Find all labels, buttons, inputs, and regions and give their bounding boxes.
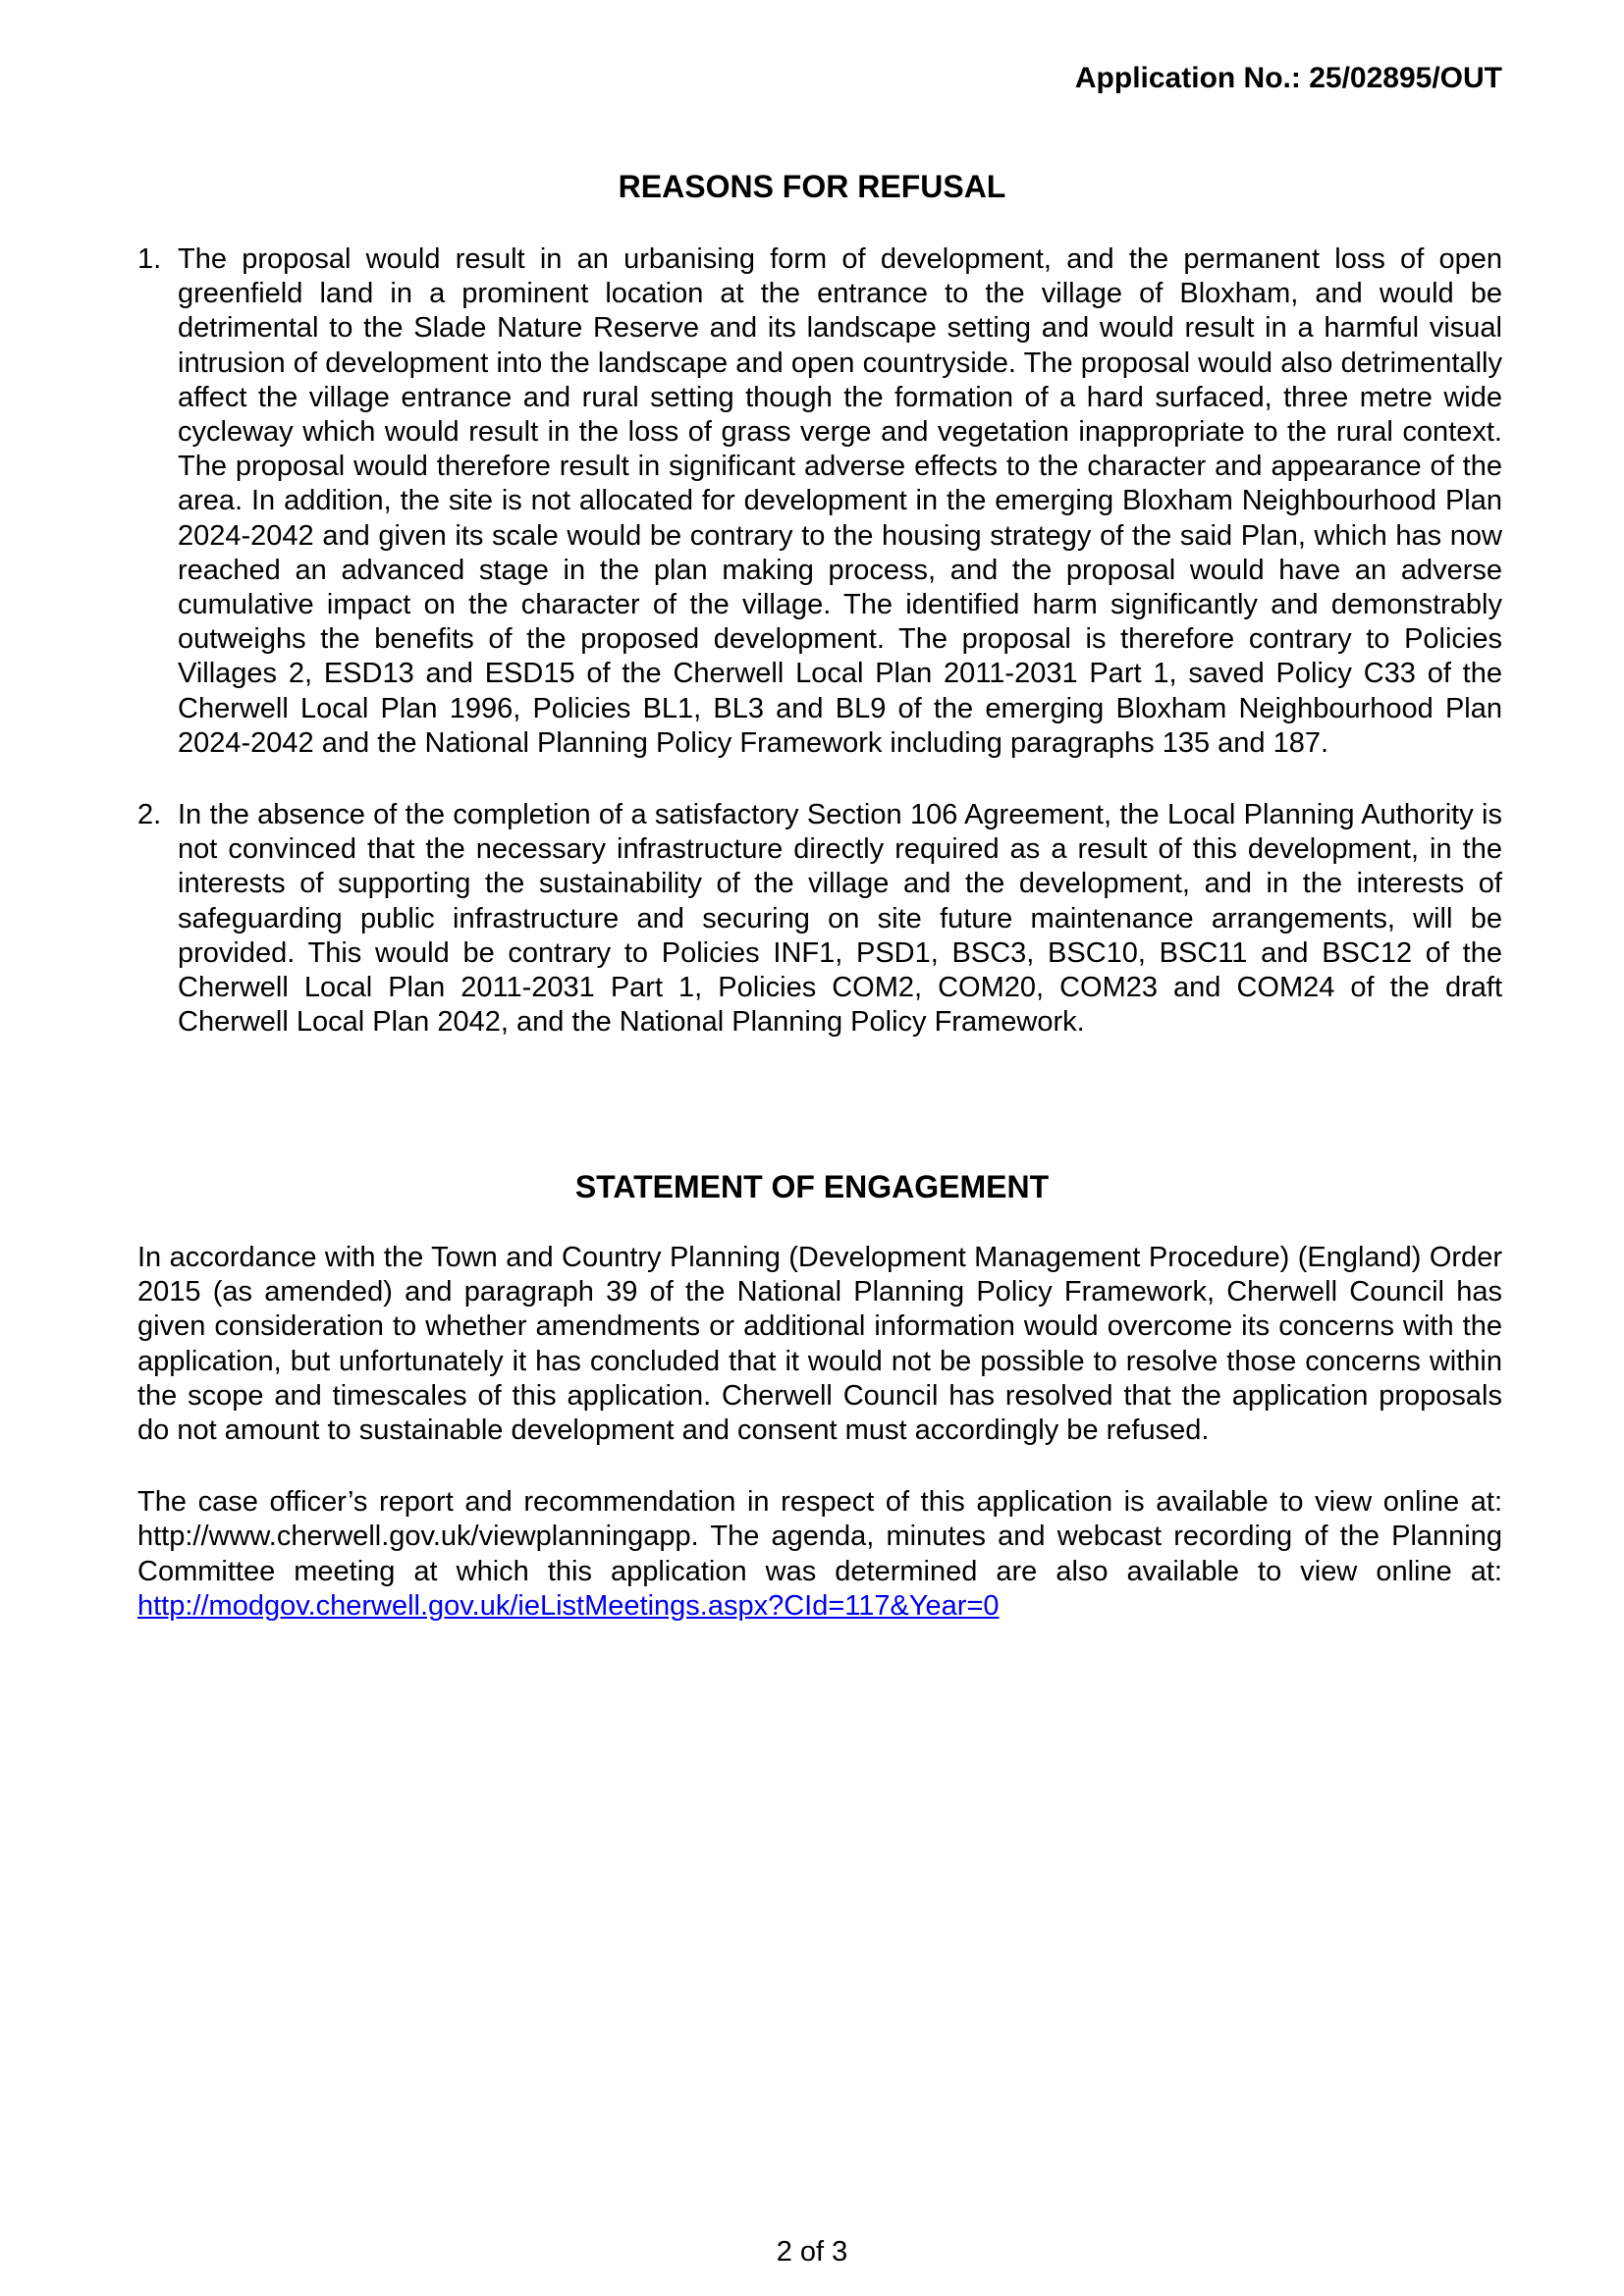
reason-text: In the absence of the completion of a satisfactory Section 106 Agreement, the Local Planning Authority is not convinced that the necessary infrastructure directly required as a result of this development, in the interests of supporting the sustainability of the village and the development, and in the interests of safeguarding public infrastructure and securing on site future maintenance arrangements, will be provided. This would be contrary to Policies INF1, PSD1, BSC3, BSC10, BSC11 and BSC12 of the Cherwell Local Plan 2011-2031 Part 1, Policies COM2, COM20, COM23 and COM24 of the draft Cherwell Local Plan 2042, and the National Planning Policy Framework.	[178, 799, 1502, 1039]
reason-number: 2.	[137, 799, 162, 831]
page-number: 2 of 3	[776, 2236, 848, 2268]
reasons-list	[137, 242, 1502, 1040]
meetings-link[interactable]: http://modgov.cherwell.gov.uk/ieListMeetings.aspx?CId=117&Year=0	[137, 1589, 1000, 1622]
engagement-body	[137, 1241, 1502, 1624]
reason-text: The proposal would result in an urbanising form of development, and the permanent loss of open greenfield land in a prominent location at the entrance to the village of Bloxham, and would be detrimental to the Slade Nature Reserve and its landscape setting and would result in a harmful visual intrusion of development into the landscape and open countryside. The proposal would also detrimentally affect the village entrance and rural setting though the formation of a hard surfaced, three metre wide cycleway which would result in the loss of grass verge and vegetation inappropriate to the rural context. The proposal would therefore result in significant adverse effects to the character and appearance of the area. In addition, the site is not allocated for development in the emerging Bloxham Neighbourhood Plan 2024-2042 and given its scale would be contrary to the housing strategy of the said Plan, which has now reached an advanced stage in the plan making process, and the proposal would have an adverse cumulative impact on the character of the village. The identified harm significantly and demonstrably outweighs the benefits of the proposed development. The proposal is therefore contrary to Policies Villages 2, ESD13 and ESD15 of the Cherwell Local Plan 2011-2031 Part 1, saved Policy C33 of the Cherwell Local Plan 1996, Policies BL1, BL3 and BL9 of the emerging Bloxham Neighbourhood Plan 2024-2042 and the National Planning Policy Framework including paragraphs 135 and 187.	[178, 243, 1502, 759]
reason-number: 1.	[137, 243, 162, 275]
reason-item-1	[137, 242, 1502, 761]
case-officer-text: The case officer’s report and recommendation in respect of this application is available to view online at: http://www.cherwell.gov.uk/viewplanningapp. The agenda, minutes and webcast recording of the Planning Committee meeting at which this application was determined are also available to view online at:	[137, 1486, 1502, 1587]
reasons-for-refusal-heading: REASONS FOR REFUSAL	[618, 169, 1006, 204]
application-number: Application No.: 25/02895/OUT	[1074, 62, 1502, 94]
statement-of-engagement-heading: STATEMENT OF ENGAGEMENT	[574, 1169, 1050, 1204]
reason-item-2	[137, 798, 1502, 1040]
case-officer-paragraph	[137, 1485, 1502, 1624]
engagement-paragraph: In accordance with the Town and Country Planning (Development Management Procedure) (England) Order 2015 (as amended) and paragraph 39 of the National Planning Policy Framework, Cherwell Council has given consideration to whether amendments or additional information would overcome its concerns with the application, but unfortunately it has concluded that it would not be possible to resolve those concerns within the scope and timescales of this application. Cherwell Council has resolved that the application proposals do not amount to sustainable development and consent must accordingly be refused.	[137, 1242, 1502, 1447]
